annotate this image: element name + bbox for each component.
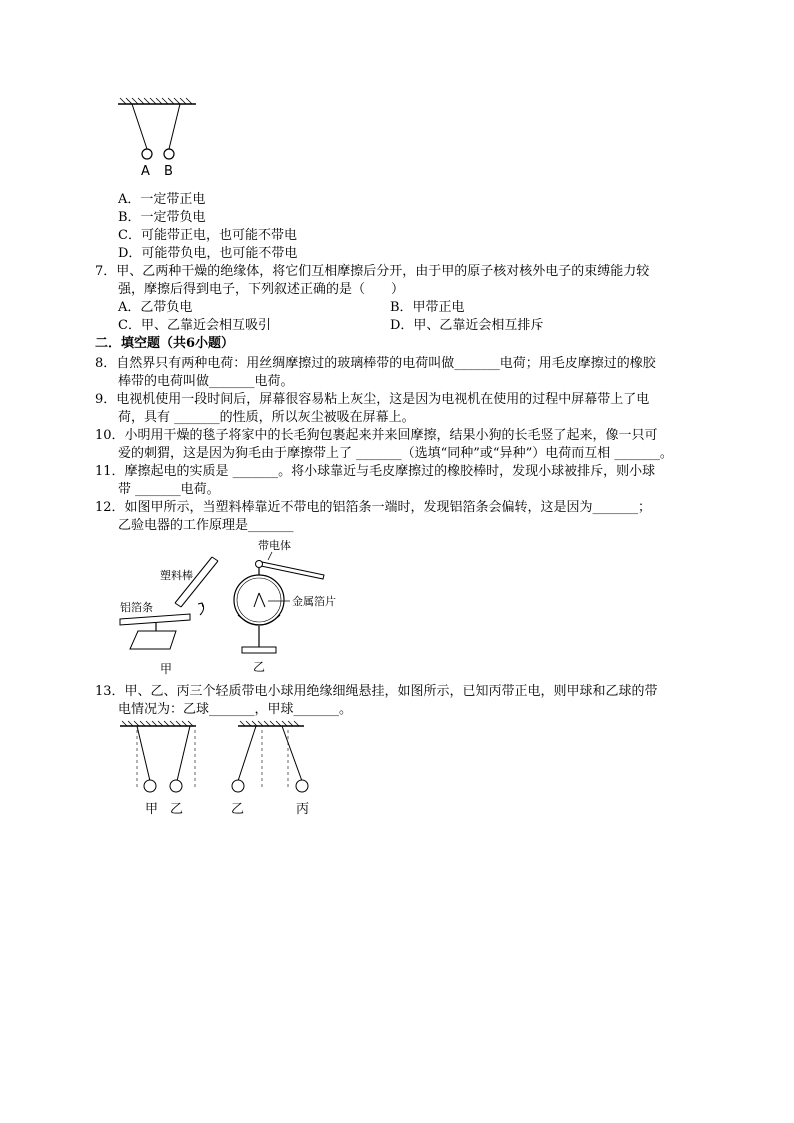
section-heading: 二．填空题（共6小题） — [95, 336, 235, 351]
q8-line2: 棒带的电荷叫做_______电荷。 — [118, 374, 294, 389]
q13-line2: 电情况为：乙球_______，甲球_______。 — [118, 702, 353, 717]
q7-stem-line1: 7．甲、乙两种干燥的绝缘体，将它们互相摩擦后分开，由于甲的原子核对核外电子的束缚能力较 — [95, 264, 650, 279]
q7-option-a: A．乙带负电 — [118, 300, 193, 315]
q7-option-d: D．甲、乙靠近会相互排斥 — [390, 318, 544, 333]
foil-stand-base — [130, 631, 176, 649]
plastic-rod — [175, 557, 218, 607]
q6-option-a: A．一定带正电 — [118, 192, 206, 207]
ball-b-label: B — [164, 164, 173, 179]
q8-line1: 8．自然界只有两种电荷：用丝绸摩擦过的玻璃棒带的电荷叫做_______电荷；用毛皮摩擦过的橡胶 — [95, 356, 656, 371]
charged-body-label: 带电体 — [258, 539, 291, 552]
rotation-arrow — [200, 603, 204, 615]
label-yi2-13: 乙 — [231, 802, 245, 817]
electroscope-base — [242, 647, 276, 653]
q7-option-c: C．甲、乙靠近会相互吸引 — [118, 318, 271, 333]
ball-yi-right — [232, 780, 244, 792]
q12-line2: 乙验电器的工作原理是_______ — [118, 518, 294, 533]
foil-strip — [120, 614, 190, 625]
q11-line2: 带 _______电荷。 — [118, 482, 220, 497]
q7-stem-line2: 强，摩擦后得到电子，下列叙述正确的是（ ） — [118, 282, 405, 297]
q9-line2: 荷，具有 _______的性质，所以灰尘被吸在屏幕上。 — [118, 410, 415, 425]
ball-a — [142, 149, 152, 159]
ball-jia — [144, 780, 156, 792]
q13-line1: 13．甲、乙、丙三个轻质带电小球用绝缘细绳悬挂，如图所示，已知丙带正电，则甲球和乙球的带 — [95, 684, 658, 699]
label-bing-13: 丙 — [296, 802, 310, 817]
ball-b — [164, 149, 174, 159]
q6-option-d: D．可能带负电，也可能不带电 — [118, 246, 298, 261]
q11-line1: 11．摩擦起电的实质是 _______。将小球靠近与毛皮摩擦过的橡胶棒时，发现小球被排斥，则小球 — [95, 464, 656, 479]
q6-option-c: C．可能带正电，也可能不带电 — [118, 228, 297, 243]
ball-a-label: A — [141, 164, 150, 179]
ball-yi-left — [170, 780, 182, 792]
hanging-balls-ab-figure — [110, 96, 210, 180]
metal-foil-label: 金属箔片 — [292, 595, 336, 608]
foil-strip-label: 铝箔条 — [120, 601, 153, 614]
ball-bing — [296, 780, 308, 792]
q6-option-b: B．一定带负电 — [118, 210, 206, 225]
three-balls-figure — [110, 718, 330, 818]
q9-line1: 9．电视机使用一段时间后，屏幕很容易粘上灰尘，这是因为电视机在使用的过程中屏幕带上了电 — [95, 392, 650, 407]
charged-body-rod — [261, 562, 324, 579]
electroscope-knob — [256, 561, 263, 568]
q12-line1: 12．如图甲所示，当塑料棒靠近不带电的铝箔条一端时，发现铝箔条会偏转，这是因为_______； — [95, 500, 652, 515]
plastic-rod-label: 塑料棒 — [160, 569, 193, 582]
q10-line2: 爱的刺猬，这是因为狗毛由于摩擦带上了 _______（选填“同种”或“异种”）电荷而互相 _______。 — [118, 446, 673, 461]
q10-line1: 10．小明用干燥的毯子将家中的长毛狗包裹起来并来回摩擦，结果小狗的长毛竖了起来，像一只可 — [95, 428, 658, 443]
q7-option-b: B．甲带正电 — [390, 300, 465, 315]
label-jia: 甲 — [160, 662, 173, 675]
label-yi: 乙 — [253, 660, 266, 674]
label-jia-13: 甲 — [145, 802, 159, 817]
label-yi-13: 乙 — [170, 802, 184, 817]
electrostatics-figure — [110, 535, 350, 675]
